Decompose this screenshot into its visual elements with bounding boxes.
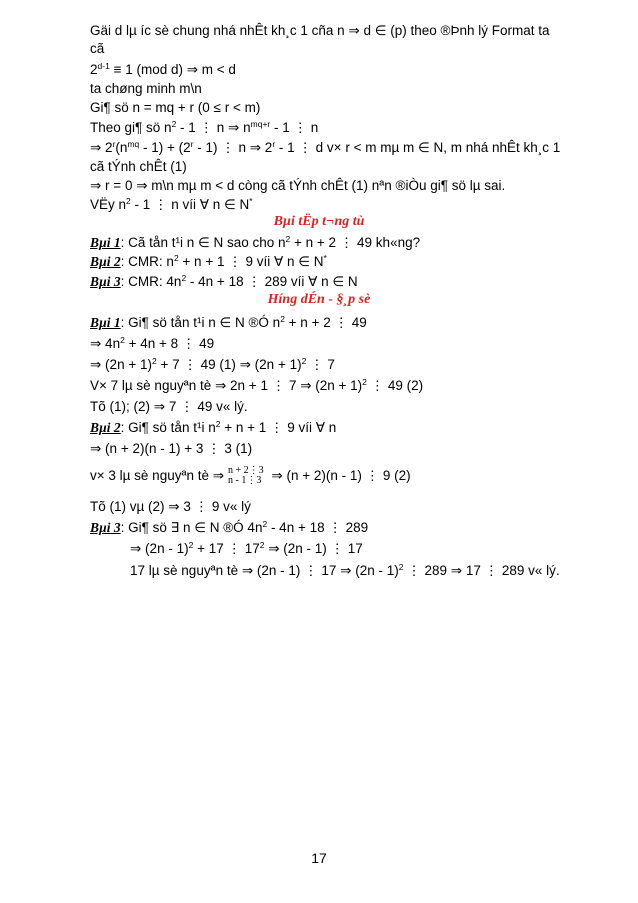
text-run: : Gi¶ sö ∃ n ∈ N ®Ó 4n <box>120 520 263 535</box>
exercise-line <box>90 273 358 291</box>
text-run: v× 3 lµ sè nguyªn tè ⇒ <box>90 468 225 483</box>
text-run: (n <box>115 140 128 155</box>
superscript: 2 <box>171 119 177 129</box>
text-run: VËy n <box>90 197 127 212</box>
text-run: - 1 ⋮ n ⇒ n <box>176 120 251 135</box>
text-run: + n + 1 ⋮ 9 víi ∀ n ∈ N <box>178 254 324 269</box>
superscript: r <box>112 139 116 149</box>
superscript: mq+r <box>250 119 271 129</box>
text-line: cã <box>90 41 105 56</box>
solution-line <box>90 519 368 537</box>
text-run: : CMR: n <box>120 254 174 269</box>
text-run: + 4n + 8 ⋮ 49 <box>124 336 215 351</box>
superscript: 2 <box>120 335 125 345</box>
superscript: 2 <box>181 273 187 283</box>
text-run: 17 lµ sè nguyªn tè ⇒ (2n - 1) ⋮ 17 ⇒ (2n - 1) <box>130 563 399 578</box>
solution-line: Tõ (1) vµ (2) ⇒ 3 ⋮ 9 v« lý <box>90 499 251 514</box>
superscript: 2 <box>259 540 265 550</box>
superscript: mq <box>127 139 140 149</box>
text-run: - 1) + (2 <box>139 140 191 155</box>
exercise-label: Bµi 2 <box>90 254 121 269</box>
superscript: 2 <box>285 234 291 244</box>
text-run: - 1 ⋮ n víi ∀ n ∈ N <box>130 197 250 212</box>
superscript: r <box>190 139 194 149</box>
text-run: : CMR: 4n <box>120 274 182 289</box>
text-run: : Gi¶ sö tån t¹i n <box>120 420 216 435</box>
text-run: ≡ 1 (mod d) ⇒ m < d <box>109 62 236 77</box>
system-row: n + 2⋮3 <box>228 465 264 477</box>
text-run: 2 <box>90 62 98 77</box>
superscript: 2 <box>151 356 157 366</box>
text-run: Theo gi¶ sö n <box>90 120 172 135</box>
superscript: 2 <box>398 562 404 572</box>
text-run: ⇒ (n + 2)(n - 1) ⋮ 9 (2) <box>267 468 411 483</box>
text-run: ⇒ (2n - 1) <box>130 541 189 556</box>
system-row: n - 1⋮3 <box>228 475 262 487</box>
solution-line <box>90 377 423 395</box>
text-line: ⇒ r = 0 ⇒ m\n mµ m < d còng cã tÝnh chÊt (1) nªn ®iÒu gi¶ sö lµ sai. <box>90 178 506 193</box>
solution-line <box>90 335 214 353</box>
solution-line <box>90 356 335 374</box>
text-run: ⋮ 7 <box>306 357 335 372</box>
solution-line <box>130 540 363 558</box>
text-run: + 7 ⋮ 49 (1) ⇒ (2n + 1) <box>156 357 302 372</box>
solution-line <box>130 562 560 580</box>
text-line: Gi¶ sö n = mq + r (0 ≤ r < m) <box>90 100 261 115</box>
superscript: r <box>272 139 276 149</box>
text-run: : Cã tån t¹i n ∈ N sao cho n <box>120 235 286 250</box>
text-line <box>90 61 236 79</box>
text-run: ⇒ (2n + 1) <box>90 357 152 372</box>
superscript: 2 <box>262 519 268 529</box>
text-run: - 1 ⋮ n <box>270 120 319 135</box>
section-heading: Híng dÉn - §¸p sè <box>267 292 371 307</box>
exercise-line <box>90 253 327 271</box>
exercise-label: Bµi 2 <box>90 420 121 435</box>
exercise-label: Bµi 1 <box>90 315 121 330</box>
solution-line: Tõ (1); (2) ⇒ 7 ⋮ 49 v« lý. <box>90 399 248 414</box>
text-run: ⇒ 2 <box>90 140 113 155</box>
superscript: * <box>323 253 327 263</box>
exercise-label: Bµi 3 <box>90 520 121 535</box>
text-line: Gäi d lµ íc sè chung nhá nhÊt kh¸c 1 cña n ⇒ d ∈ (p) theo ®Þnh lý Format ta <box>90 23 550 38</box>
superscript: 2 <box>280 314 285 324</box>
text-run: - 4n + 18 ⋮ 289 <box>267 520 369 535</box>
solution-line: ⇒ (n + 2)(n - 1) + 3 ⋮ 3 (1) <box>90 441 253 456</box>
superscript: 2 <box>188 540 194 550</box>
text-run: + n + 2 ⋮ 49 kh«ng? <box>290 235 421 250</box>
text-line <box>90 139 560 157</box>
solution-line <box>90 314 367 332</box>
text-run: - 1) ⋮ n ⇒ 2 <box>193 140 273 155</box>
exercise-label: Bµi 3 <box>90 274 121 289</box>
text-line <box>90 196 253 214</box>
superscript: d-1 <box>97 61 110 71</box>
text-run: ⇒ 4n <box>90 336 121 351</box>
solution-line <box>90 462 411 490</box>
superscript: 2 <box>362 377 367 387</box>
page-number: 17 <box>311 850 327 866</box>
section-heading: Bµi tËp t¬ng tù <box>273 214 365 229</box>
exercise-label: Bµi 1 <box>90 235 121 250</box>
superscript: 2 <box>126 196 131 206</box>
superscript: 2 <box>301 356 307 366</box>
solution-line <box>90 419 336 437</box>
text-run: ⇒ (2n - 1) ⋮ 17 <box>264 541 363 556</box>
system-brace <box>228 466 264 486</box>
text-run: + 17 ⋮ 17 <box>193 541 260 556</box>
text-run: + n + 2 ⋮ 49 <box>284 315 367 330</box>
text-line <box>90 119 318 137</box>
text-run: + n + 1 ⋮ 9 víi ∀ n <box>220 420 337 435</box>
text-run: - 4n + 18 ⋮ 289 víi ∀ n ∈ N <box>186 274 358 289</box>
superscript: 2 <box>215 419 221 429</box>
text-run: ⋮ 289 ⇒ 17 ⋮ 289 v« lý. <box>403 563 560 578</box>
exercise-line <box>90 234 420 252</box>
text-run: ⋮ 49 (2) <box>366 378 424 393</box>
text-run: - 1 ⋮ d v× r < m mµ m ∈ N, m nhá nhÊt kh¸c 1 <box>275 140 561 155</box>
superscript: * <box>249 196 253 206</box>
text-run: V× 7 lµ sè nguyªn tè ⇒ 2n + 1 ⋮ 7 ⇒ (2n + 1) <box>90 378 363 393</box>
text-line: ta chøng minh m\n <box>90 81 202 96</box>
text-run: : Gi¶ sö tån t¹i n ∈ N ®Ó n <box>120 315 281 330</box>
text-line: cã tÝnh chÊt (1) <box>90 159 187 174</box>
superscript: 2 <box>173 253 179 263</box>
